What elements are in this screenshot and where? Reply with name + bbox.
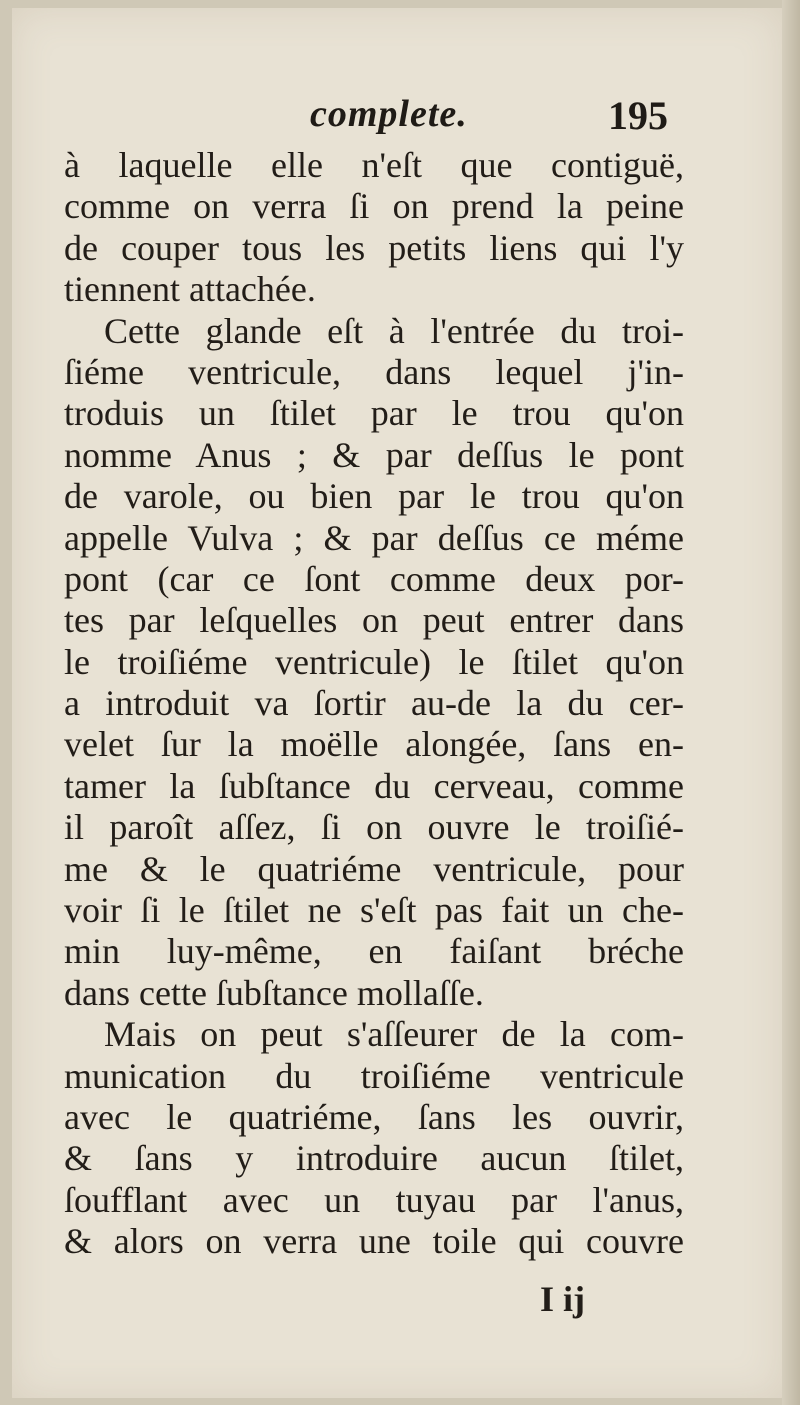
text-line: il paroît aſſez, ſi on ouvre le troiſié- [64, 807, 684, 848]
paragraph-start-line: Cette glande eſt à l'entrée du troi- [104, 310, 684, 351]
text-line: troduis un ſtilet par le trou qu'on [64, 393, 684, 434]
paragraph-start-line: Mais on peut s'aſſeurer de la com- [104, 1014, 684, 1055]
text-line: appelle Vulva ; & par deſſus ce méme [64, 517, 684, 558]
text-line: a introduit va ſortir au-de la du cer- [64, 683, 684, 724]
body-text [64, 145, 684, 1263]
text-line: & alors on verra une toile qui couvre [64, 1221, 684, 1262]
text-line: & ſans y introduire aucun ſtilet, [64, 1138, 684, 1179]
text-line: tes par leſquelles on peut entrer dans [64, 600, 684, 641]
signature-mark: I ij [540, 1279, 585, 1319]
text-line: min luy-même, en faiſant bréche [64, 931, 684, 972]
text-line: nomme Anus ; & par deſſus le pont [64, 434, 684, 475]
page-header [0, 92, 800, 144]
text-line: avec le quatriéme, ſans les ouvrir, [64, 1096, 684, 1137]
text-line: ſiéme ventricule, dans lequel j'in- [64, 351, 684, 392]
page-edge [782, 0, 800, 1405]
text-line: de varole, ou bien par le trou qu'on [64, 476, 684, 517]
text-line: ſoufflant avec un tuyau par l'anus, [64, 1179, 684, 1220]
text-line: velet ſur la moëlle alongée, ſans en- [64, 724, 684, 765]
text-line: comme on verra ſi on prend la peine [64, 186, 684, 227]
text-line: dans cette ſubſtance mollaſſe. [64, 972, 484, 1013]
page-number: 195 [608, 93, 668, 138]
text-line: voir ſi le ſtilet ne s'eſt pas fait un che- [64, 890, 684, 931]
text-line: à laquelle elle n'eſt que contiguë, [64, 145, 684, 185]
text-line: tamer la ſubſtance du cerveau, comme [64, 765, 684, 806]
text-line: munication du troiſiéme ventricule [64, 1055, 684, 1096]
text-line: tiennent attachée. [64, 269, 316, 310]
text-line: me & le quatriéme ventricule, pour [64, 848, 684, 889]
text-line: pont (car ce ſont comme deux por- [64, 558, 684, 599]
running-head: complete. [310, 93, 468, 135]
text-line: de couper tous les petits liens qui l'y [64, 227, 684, 268]
text-line: le troiſiéme ventricule) le ſtilet qu'on [64, 641, 684, 682]
